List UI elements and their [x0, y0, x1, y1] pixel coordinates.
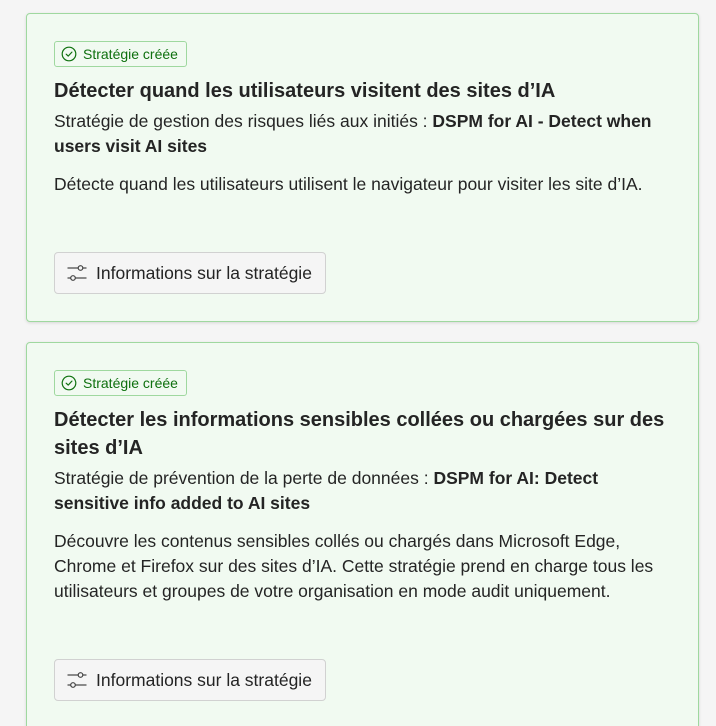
status-badge-label: Stratégie créée — [83, 375, 178, 391]
checkmark-circle-icon — [61, 46, 77, 62]
policy-card-visit-ai-sites — [26, 13, 699, 322]
policy-name: DSPM for AI: Detect sensitive info added to AI sites — [54, 468, 599, 513]
policy-title: Détecter les informations sensibles collées ou chargées sur des sites d’IA — [54, 409, 665, 459]
policy-title: Détecter quand les utilisateurs visitent des sites d’IA — [54, 80, 556, 102]
options-sliders-icon — [66, 670, 88, 690]
policy-info-button[interactable] — [54, 659, 326, 701]
policy-subtitle — [54, 109, 671, 159]
options-sliders-icon — [66, 263, 88, 283]
policy-info-button[interactable] — [54, 252, 326, 294]
policy-type-label: Stratégie de gestion des risques liés aux initiés : — [54, 111, 433, 131]
policy-card-sensitive-info — [26, 342, 699, 726]
policy-info-button-label: Informations sur la stratégie — [96, 262, 312, 283]
policy-description: Découvre les contenus sensibles collés ou chargés dans Microsoft Edge, Chrome et Firefox sur des sites d’IA. Cette stratégie prend en charge tous les utilisateurs et groupes de votre organisation en mode audit uniquement. — [54, 531, 654, 601]
status-badge — [54, 370, 187, 396]
checkmark-circle-icon — [61, 375, 77, 391]
policy-name: DSPM for AI - Detect when users visit AI sites — [54, 111, 652, 156]
status-badge-label: Stratégie créée — [83, 46, 178, 62]
policy-info-button-label: Informations sur la stratégie — [96, 669, 312, 690]
status-badge — [54, 41, 187, 67]
policy-description: Détecte quand les utilisateurs utilisent le navigateur pour visiter les site d’IA. — [54, 174, 643, 194]
policy-subtitle — [54, 466, 671, 516]
policy-type-label: Stratégie de prévention de la perte de données : — [54, 468, 434, 488]
